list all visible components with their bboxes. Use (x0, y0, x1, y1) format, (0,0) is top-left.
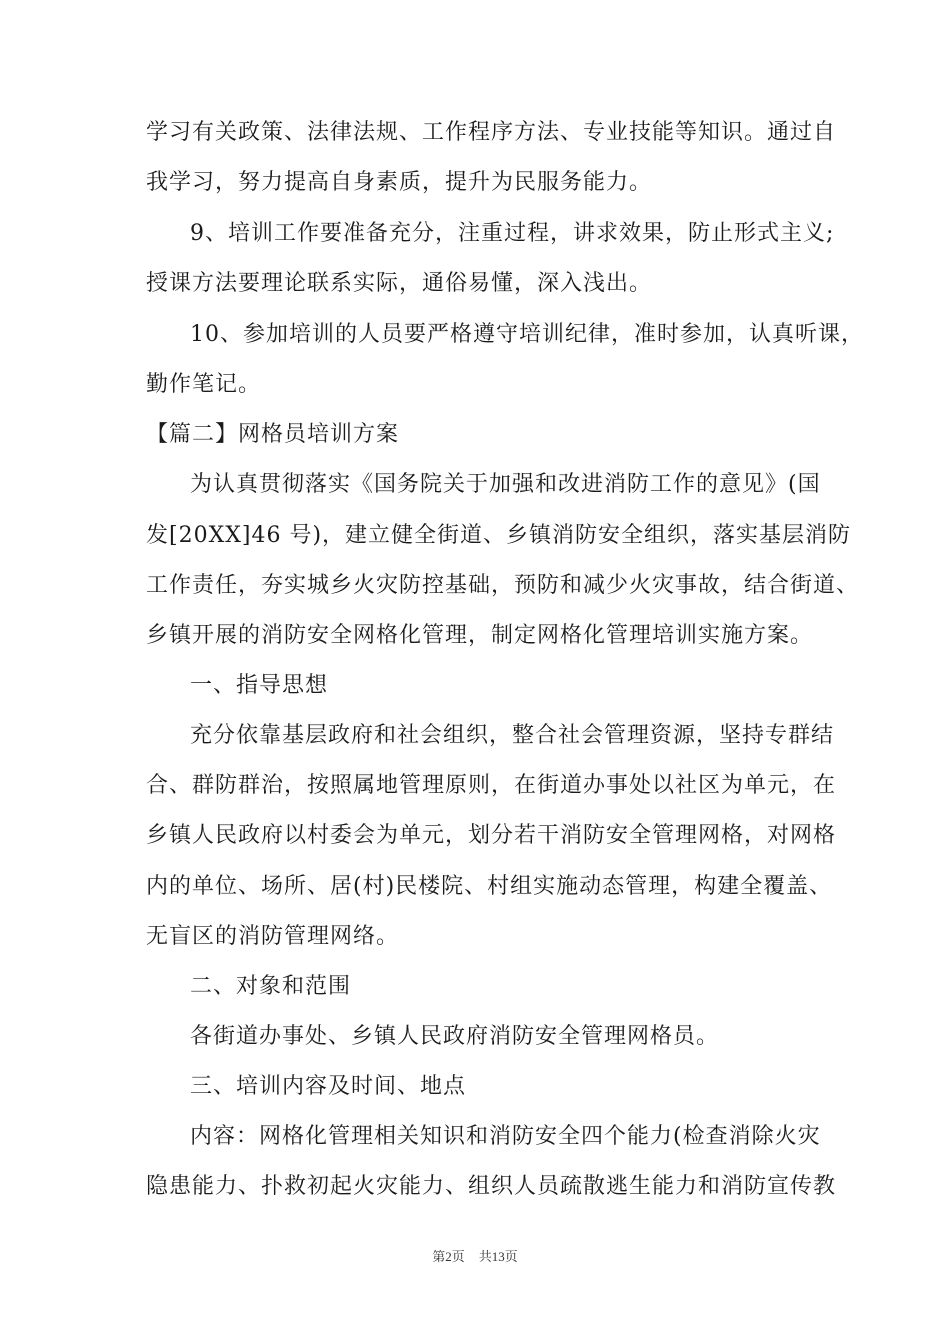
paragraph-line: 为认真贯彻落实《国务院关于加强和改进消防工作的意见》(国 (190, 472, 821, 497)
paragraph-line: 工作责任，夯实城乡火灾防控基础，预防和减少火灾事故，结合街道、 (146, 573, 860, 598)
paragraph-line: 乡镇人民政府以村委会为单元，划分若干消防安全管理网格，对网格 (146, 823, 837, 848)
page-footer (0, 1246, 950, 1265)
paragraph-line: 各街道办事处、乡镇人民政府消防安全管理网格员。 (190, 1024, 720, 1049)
paragraph-line: 乡镇开展的消防安全网格化管理，制定网格化管理培训实施方案。 (146, 623, 814, 648)
section-heading: 一、指导思想 (190, 673, 329, 698)
paragraph-line: 10、参加培训的人员要严格遵守培训纪律，准时参加，认真听课， (190, 322, 864, 347)
section-heading: 三、培训内容及时间、地点 (190, 1074, 467, 1099)
paragraph-line: 合、群防群治，按照属地管理原则，在街道办事处以社区为单元，在 (146, 773, 837, 798)
page-total: 共13页 (478, 1249, 518, 1264)
paragraph-line: 学习有关政策、法律法规、工作程序方法、专业技能等知识。通过自 (146, 120, 837, 145)
paragraph-line: 无盲区的消防管理网络。 (146, 924, 400, 949)
paragraph-line: 发[20XX]46 号)，建立健全街道、乡镇消防安全组织，落实基层消防 (146, 523, 852, 548)
paragraph-line: 内容：网格化管理相关知识和消防安全四个能力(检查消除火灾 (190, 1124, 821, 1149)
paragraph-line: 授课方法要理论联系实际，通俗易懂，深入浅出。 (146, 271, 653, 296)
paragraph-line: 我学习，努力提高自身素质，提升为民服务能力。 (146, 170, 653, 195)
section-heading: 二、对象和范围 (190, 974, 352, 999)
paragraph-line: 充分依靠基层政府和社会组织，整合社会管理资源，坚持专群结 (190, 723, 835, 748)
page-number: 第2页 (432, 1249, 465, 1264)
paragraph-line: 勤作笔记。 (146, 372, 262, 397)
paragraph-line: 内的单位、场所、居(村)民楼院、村组实施动态管理，构建全覆盖、 (146, 874, 833, 899)
section-heading: 【篇二】网格员培训方案 (146, 422, 400, 447)
paragraph-line: 9、培训工作要准备充分，注重过程，讲求效果，防止形式主义; (190, 221, 835, 246)
paragraph-line: 隐患能力、扑救初起火灾能力、组织人员疏散逃生能力和消防宣传教 (146, 1174, 837, 1199)
